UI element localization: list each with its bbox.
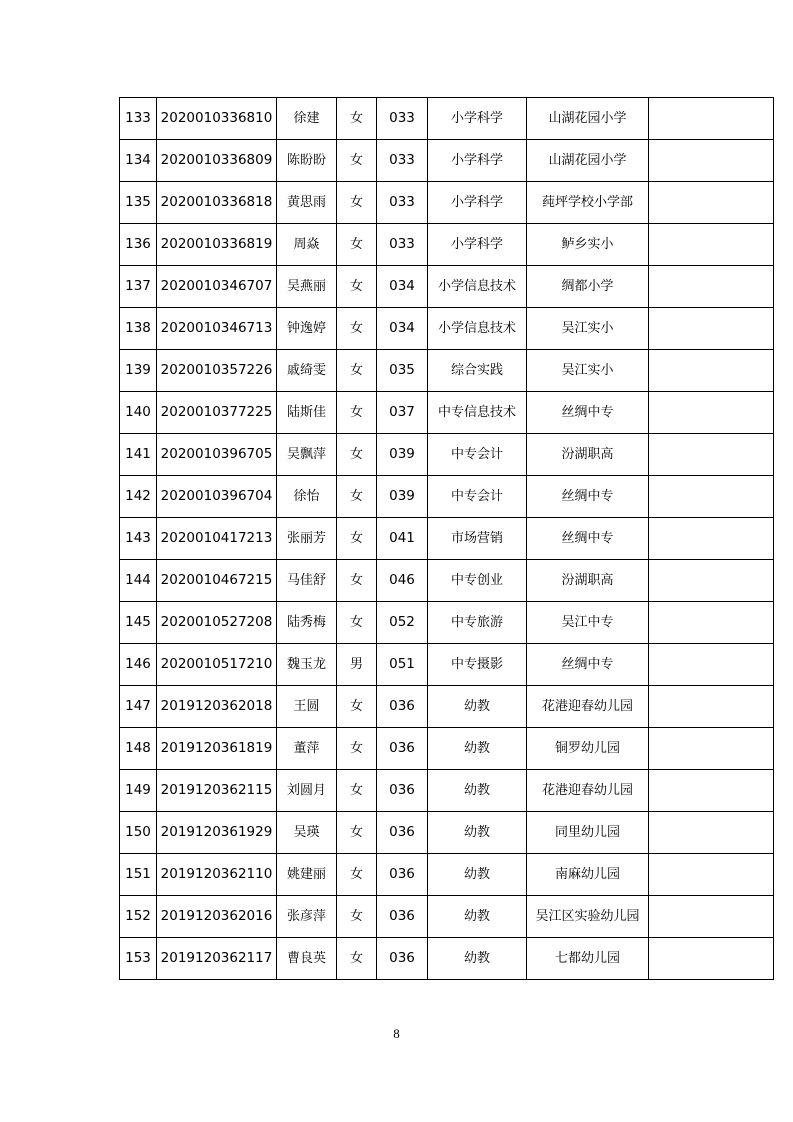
row-number-cell: 145 bbox=[120, 602, 157, 644]
registration-id-cell: 2019120362110 bbox=[157, 854, 277, 896]
registration-id-cell: 2020010527208 bbox=[157, 602, 277, 644]
row-number-cell: 148 bbox=[120, 728, 157, 770]
subject-code-cell: 036 bbox=[377, 854, 428, 896]
subject-cell: 中专创业 bbox=[428, 560, 527, 602]
row-number-cell: 139 bbox=[120, 350, 157, 392]
gender-cell: 女 bbox=[337, 518, 377, 560]
table-row bbox=[120, 182, 774, 224]
note-cell bbox=[649, 560, 774, 602]
row-number-cell: 149 bbox=[120, 770, 157, 812]
subject-cell: 幼教 bbox=[428, 686, 527, 728]
school-cell: 吴江中专 bbox=[527, 602, 649, 644]
row-number-cell: 138 bbox=[120, 308, 157, 350]
note-cell bbox=[649, 686, 774, 728]
school-cell: 丝绸中专 bbox=[527, 644, 649, 686]
subject-cell: 中专摄影 bbox=[428, 644, 527, 686]
note-cell bbox=[649, 266, 774, 308]
name-cell: 曹良英 bbox=[277, 938, 337, 980]
name-cell: 戚绮雯 bbox=[277, 350, 337, 392]
name-cell: 姚建丽 bbox=[277, 854, 337, 896]
subject-code-cell: 033 bbox=[377, 224, 428, 266]
note-cell bbox=[649, 896, 774, 938]
row-number-cell: 144 bbox=[120, 560, 157, 602]
school-cell: 绸都小学 bbox=[527, 266, 649, 308]
subject-cell: 幼教 bbox=[428, 938, 527, 980]
row-number-cell: 143 bbox=[120, 518, 157, 560]
registration-id-cell: 2020010336809 bbox=[157, 140, 277, 182]
school-cell: 吴江实小 bbox=[527, 350, 649, 392]
subject-code-cell: 033 bbox=[377, 182, 428, 224]
gender-cell: 女 bbox=[337, 140, 377, 182]
row-number-cell: 141 bbox=[120, 434, 157, 476]
note-cell bbox=[649, 602, 774, 644]
table-row bbox=[120, 560, 774, 602]
subject-code-cell: 036 bbox=[377, 686, 428, 728]
row-number-cell: 153 bbox=[120, 938, 157, 980]
subject-cell: 市场营销 bbox=[428, 518, 527, 560]
name-cell: 刘圆月 bbox=[277, 770, 337, 812]
subject-code-cell: 035 bbox=[377, 350, 428, 392]
subject-code-cell: 033 bbox=[377, 98, 428, 140]
school-cell: 汾湖职高 bbox=[527, 560, 649, 602]
table-row bbox=[120, 308, 774, 350]
subject-cell: 中专会计 bbox=[428, 434, 527, 476]
subject-cell: 小学信息技术 bbox=[428, 308, 527, 350]
school-cell: 汾湖职高 bbox=[527, 434, 649, 476]
subject-cell: 幼教 bbox=[428, 728, 527, 770]
school-cell: 山湖花园小学 bbox=[527, 140, 649, 182]
subject-cell: 幼教 bbox=[428, 812, 527, 854]
gender-cell: 女 bbox=[337, 770, 377, 812]
table-row bbox=[120, 518, 774, 560]
subject-cell: 幼教 bbox=[428, 854, 527, 896]
registration-id-cell: 2019120362018 bbox=[157, 686, 277, 728]
name-cell: 张丽芳 bbox=[277, 518, 337, 560]
school-cell: 吴江区实验幼儿园 bbox=[527, 896, 649, 938]
note-cell bbox=[649, 476, 774, 518]
note-cell bbox=[649, 392, 774, 434]
row-number-cell: 134 bbox=[120, 140, 157, 182]
row-number-cell: 152 bbox=[120, 896, 157, 938]
gender-cell: 女 bbox=[337, 854, 377, 896]
school-cell: 七都幼儿园 bbox=[527, 938, 649, 980]
name-cell: 董萍 bbox=[277, 728, 337, 770]
subject-code-cell: 036 bbox=[377, 896, 428, 938]
school-cell: 丝绸中专 bbox=[527, 392, 649, 434]
registration-id-cell: 2020010377225 bbox=[157, 392, 277, 434]
subject-cell: 小学科学 bbox=[428, 224, 527, 266]
registration-id-cell: 2020010346713 bbox=[157, 308, 277, 350]
name-cell: 吴瑛 bbox=[277, 812, 337, 854]
table-row bbox=[120, 140, 774, 182]
registration-id-cell: 2019120361819 bbox=[157, 728, 277, 770]
school-cell: 南麻幼儿园 bbox=[527, 854, 649, 896]
gender-cell: 女 bbox=[337, 308, 377, 350]
name-cell: 徐怡 bbox=[277, 476, 337, 518]
row-number-cell: 140 bbox=[120, 392, 157, 434]
name-cell: 周焱 bbox=[277, 224, 337, 266]
table-row bbox=[120, 392, 774, 434]
subject-code-cell: 051 bbox=[377, 644, 428, 686]
gender-cell: 女 bbox=[337, 476, 377, 518]
table-row bbox=[120, 686, 774, 728]
gender-cell: 男 bbox=[337, 644, 377, 686]
registration-id-cell: 2020010346707 bbox=[157, 266, 277, 308]
note-cell bbox=[649, 140, 774, 182]
gender-cell: 女 bbox=[337, 392, 377, 434]
registration-id-cell: 2020010357226 bbox=[157, 350, 277, 392]
gender-cell: 女 bbox=[337, 350, 377, 392]
registration-id-cell: 2020010417213 bbox=[157, 518, 277, 560]
school-cell: 莼坪学校小学部 bbox=[527, 182, 649, 224]
school-cell: 花港迎春幼儿园 bbox=[527, 770, 649, 812]
subject-code-cell: 041 bbox=[377, 518, 428, 560]
school-cell: 丝绸中专 bbox=[527, 518, 649, 560]
table-row bbox=[120, 266, 774, 308]
name-cell: 钟逸婷 bbox=[277, 308, 337, 350]
registration-id-cell: 2020010336818 bbox=[157, 182, 277, 224]
subject-cell: 幼教 bbox=[428, 770, 527, 812]
page-number: 8 bbox=[393, 1026, 400, 1041]
subject-cell: 小学科学 bbox=[428, 140, 527, 182]
row-number-cell: 147 bbox=[120, 686, 157, 728]
gender-cell: 女 bbox=[337, 182, 377, 224]
school-cell: 吴江实小 bbox=[527, 308, 649, 350]
note-cell bbox=[649, 350, 774, 392]
table-row bbox=[120, 854, 774, 896]
school-cell: 鲈乡实小 bbox=[527, 224, 649, 266]
gender-cell: 女 bbox=[337, 812, 377, 854]
table-row bbox=[120, 602, 774, 644]
name-cell: 陆秀梅 bbox=[277, 602, 337, 644]
name-cell: 陈盼盼 bbox=[277, 140, 337, 182]
table-row bbox=[120, 476, 774, 518]
name-cell: 陆斯佳 bbox=[277, 392, 337, 434]
gender-cell: 女 bbox=[337, 602, 377, 644]
subject-code-cell: 036 bbox=[377, 770, 428, 812]
registration-id-cell: 2019120361929 bbox=[157, 812, 277, 854]
subject-cell: 中专旅游 bbox=[428, 602, 527, 644]
registration-id-cell: 2020010396704 bbox=[157, 476, 277, 518]
subject-cell: 小学科学 bbox=[428, 182, 527, 224]
table-row bbox=[120, 224, 774, 266]
subject-cell: 综合实践 bbox=[428, 350, 527, 392]
row-number-cell: 146 bbox=[120, 644, 157, 686]
registration-id-cell: 2019120362117 bbox=[157, 938, 277, 980]
subject-code-cell: 036 bbox=[377, 938, 428, 980]
registration-id-cell: 2020010336819 bbox=[157, 224, 277, 266]
subject-code-cell: 037 bbox=[377, 392, 428, 434]
subject-cell: 小学信息技术 bbox=[428, 266, 527, 308]
table-row bbox=[120, 938, 774, 980]
note-cell bbox=[649, 854, 774, 896]
subject-code-cell: 052 bbox=[377, 602, 428, 644]
row-number-cell: 137 bbox=[120, 266, 157, 308]
table-row bbox=[120, 896, 774, 938]
note-cell bbox=[649, 770, 774, 812]
subject-cell: 幼教 bbox=[428, 896, 527, 938]
gender-cell: 女 bbox=[337, 938, 377, 980]
note-cell bbox=[649, 182, 774, 224]
subject-cell: 小学科学 bbox=[428, 98, 527, 140]
name-cell: 王圆 bbox=[277, 686, 337, 728]
registration-id-cell: 2020010467215 bbox=[157, 560, 277, 602]
table-row bbox=[120, 434, 774, 476]
table-row bbox=[120, 350, 774, 392]
name-cell: 马佳舒 bbox=[277, 560, 337, 602]
row-number-cell: 142 bbox=[120, 476, 157, 518]
gender-cell: 女 bbox=[337, 224, 377, 266]
subject-code-cell: 039 bbox=[377, 476, 428, 518]
subject-code-cell: 034 bbox=[377, 266, 428, 308]
subject-code-cell: 033 bbox=[377, 140, 428, 182]
note-cell bbox=[649, 224, 774, 266]
row-number-cell: 133 bbox=[120, 98, 157, 140]
name-cell: 张彦萍 bbox=[277, 896, 337, 938]
name-cell: 徐建 bbox=[277, 98, 337, 140]
school-cell: 山湖花园小学 bbox=[527, 98, 649, 140]
subject-cell: 中专信息技术 bbox=[428, 392, 527, 434]
subject-code-cell: 036 bbox=[377, 812, 428, 854]
table-row bbox=[120, 770, 774, 812]
note-cell bbox=[649, 644, 774, 686]
school-cell: 铜罗幼儿园 bbox=[527, 728, 649, 770]
note-cell bbox=[649, 812, 774, 854]
subject-cell: 中专会计 bbox=[428, 476, 527, 518]
registration-id-cell: 2019120362115 bbox=[157, 770, 277, 812]
registration-id-cell: 2020010396705 bbox=[157, 434, 277, 476]
note-cell bbox=[649, 938, 774, 980]
subject-code-cell: 036 bbox=[377, 728, 428, 770]
name-cell: 吴飘萍 bbox=[277, 434, 337, 476]
subject-code-cell: 039 bbox=[377, 434, 428, 476]
gender-cell: 女 bbox=[337, 896, 377, 938]
note-cell bbox=[649, 98, 774, 140]
registration-id-cell: 2020010336810 bbox=[157, 98, 277, 140]
registration-id-cell: 2020010517210 bbox=[157, 644, 277, 686]
name-cell: 黄思雨 bbox=[277, 182, 337, 224]
gender-cell: 女 bbox=[337, 686, 377, 728]
gender-cell: 女 bbox=[337, 434, 377, 476]
note-cell bbox=[649, 728, 774, 770]
note-cell bbox=[649, 518, 774, 560]
roster-body bbox=[120, 98, 774, 980]
table-row bbox=[120, 644, 774, 686]
gender-cell: 女 bbox=[337, 560, 377, 602]
gender-cell: 女 bbox=[337, 728, 377, 770]
name-cell: 魏玉龙 bbox=[277, 644, 337, 686]
school-cell: 丝绸中专 bbox=[527, 476, 649, 518]
name-cell: 吴燕丽 bbox=[277, 266, 337, 308]
note-cell bbox=[649, 308, 774, 350]
registration-id-cell: 2019120362016 bbox=[157, 896, 277, 938]
roster-table bbox=[119, 97, 774, 980]
table-row bbox=[120, 812, 774, 854]
subject-code-cell: 034 bbox=[377, 308, 428, 350]
school-cell: 同里幼儿园 bbox=[527, 812, 649, 854]
table-row bbox=[120, 728, 774, 770]
row-number-cell: 135 bbox=[120, 182, 157, 224]
row-number-cell: 136 bbox=[120, 224, 157, 266]
note-cell bbox=[649, 434, 774, 476]
gender-cell: 女 bbox=[337, 266, 377, 308]
row-number-cell: 150 bbox=[120, 812, 157, 854]
gender-cell: 女 bbox=[337, 98, 377, 140]
table-row bbox=[120, 98, 774, 140]
school-cell: 花港迎春幼儿园 bbox=[527, 686, 649, 728]
row-number-cell: 151 bbox=[120, 854, 157, 896]
subject-code-cell: 046 bbox=[377, 560, 428, 602]
